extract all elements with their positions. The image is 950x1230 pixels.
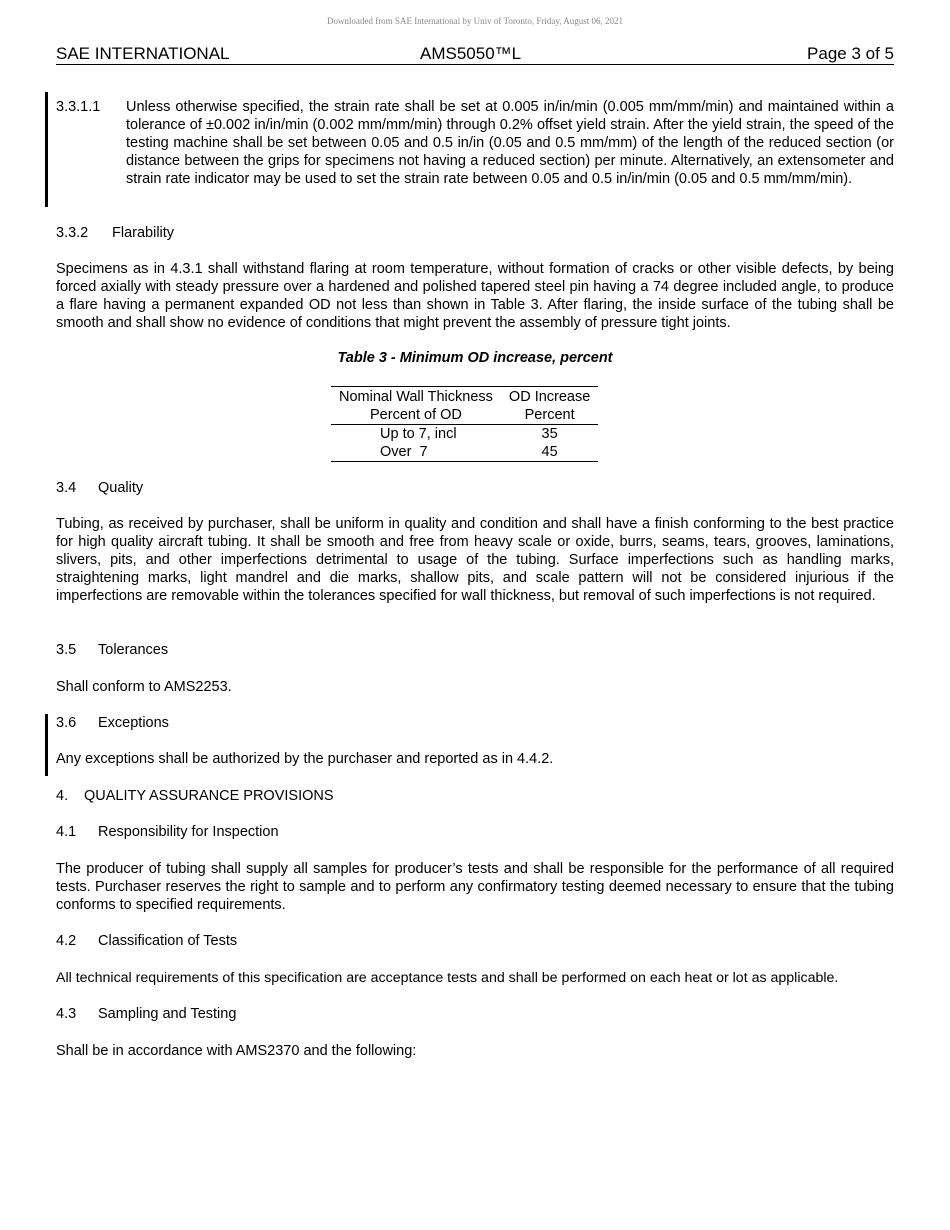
- table-header-cell: OD Increase: [501, 387, 598, 407]
- header-organization: SAE INTERNATIONAL: [56, 44, 230, 63]
- table-caption: Table 3 - Minimum OD increase, percent: [337, 350, 613, 366]
- section-text: Unless otherwise specified, the strain rate shall be set at 0.005 in/in/min (0.005 mm/mm/min) and maintained within a tolerance of ±0.002 in/in/min (0.002 mm/mm/min) through 0.2% offset yield strain. After the yield strain, the speed of the testing machine shall be set between 0.05 and 0.5 in/in (0.05 and 0.5 mm/mm) of the length of the reduced section (or distance between the grips for specimens not having a reduced section) per minute. Alternatively, an extensometer and strain rate indicator may be used to set the strain rate between 0.05 and 0.5 in/in/min (0.05 and 0.5 mm/mm/min).: [126, 99, 894, 187]
- section-number: 3.3.2: [56, 225, 89, 241]
- section-title: Exceptions: [98, 715, 169, 731]
- download-watermark: Downloaded from SAE International by Univ of Toronto, Friday, August 06, 2021: [326, 16, 624, 26]
- section-heading-3-3-2: [56, 224, 174, 242]
- table-cell-thickness: Over 7: [331, 443, 501, 462]
- section-title: Sampling and Testing: [98, 1006, 237, 1022]
- section-heading-4: [56, 787, 334, 805]
- page-header: [56, 44, 894, 65]
- table-cell-increase: 35: [541, 426, 558, 442]
- table-header-cell: Nominal Wall Thickness: [331, 387, 501, 407]
- section-number: 3.5: [56, 642, 77, 658]
- change-bar: [45, 92, 48, 207]
- section-number: 4.3: [56, 1006, 77, 1022]
- header-page-number: Page 3 of 5: [807, 44, 894, 63]
- table-header-cell: Percent of OD: [331, 406, 501, 425]
- paragraph-exceptions: Any exceptions shall be authorized by the purchaser and reported as in 4.4.2.: [56, 751, 554, 767]
- paragraph-classification: All technical requirements of this specification are acceptance tests and shall be performed on each heat or lot as applicable.: [56, 970, 839, 986]
- section-title: Quality: [98, 480, 144, 496]
- section-heading-3-4: [56, 479, 143, 497]
- section-title: Responsibility for Inspection: [98, 824, 279, 840]
- table-header-cell: Percent: [501, 406, 598, 425]
- paragraph-flarability: Specimens as in 4.3.1 shall withstand flaring at room temperature, without formation of cracks or other visible defects, by being forced axially with steady pressure over a hardened and polished tapered steel pin having a 74 degree included angle, to produce a flare having a permanent expanded OD not less than shown in Table 3. After flaring, the inside surface of the tubing shall be smooth and shall show no evidence of conditions that might prevent the assembly of pressure tight joints.: [56, 261, 894, 331]
- paragraph-quality: Tubing, as received by purchaser, shall be uniform in quality and condition and shall have a finish conforming to the best practice for high quality aircraft tubing. It shall be smooth and free from heavy scale or oxide, burrs, seams, tears, grooves, laminations, slivers, pits, and other imperfections detrimental to usage of the tubing. Surface imperfections such as handling marks, straightening marks, light mandrel and die marks, shallow pits, and scale pattern will not be considered injurious if the imperfections are removable within the tolerances specified for wall thickness, but removal of such imperfections is not required.: [56, 516, 894, 604]
- paragraph-tolerances: Shall conform to AMS2253.: [56, 679, 232, 695]
- paragraph-sampling: Shall be in accordance with AMS2370 and the following:: [56, 1043, 417, 1059]
- table-cell-thickness: Up to 7, incl: [380, 426, 457, 442]
- section-number: 4.2: [56, 933, 77, 949]
- section-title: Tolerances: [98, 642, 169, 658]
- section-heading-3-6: [56, 714, 169, 732]
- section-heading-4-1: [56, 823, 279, 841]
- section-heading-3-5: [56, 641, 168, 659]
- table-row: [331, 443, 598, 462]
- change-bar: [45, 714, 48, 776]
- section-number: 4.: [56, 788, 69, 804]
- table-min-od-increase: [331, 386, 598, 462]
- section-3-3-1-1: [56, 98, 894, 188]
- header-document-number: AMS5050™L: [420, 44, 522, 63]
- section-number: 4.1: [56, 824, 77, 840]
- section-heading-4-3: [56, 1005, 236, 1023]
- table-row: [331, 425, 598, 444]
- section-number: 3.4: [56, 480, 77, 496]
- section-number: 3.3.1.1: [56, 99, 101, 115]
- section-title: Flarability: [112, 225, 175, 241]
- section-heading-4-2: [56, 932, 237, 950]
- section-title: QUALITY ASSURANCE PROVISIONS: [84, 788, 334, 804]
- section-title: Classification of Tests: [98, 933, 238, 949]
- table-cell-increase: 45: [501, 443, 598, 462]
- section-number: 3.6: [56, 715, 77, 731]
- paragraph-responsibility: The producer of tubing shall supply all samples for producer’s tests and shall be responsible for the performance of all required tests. Purchaser reserves the right to sample and to perform any confirmatory testing deemed necessary to ensure that the tubing conforms to specified requirements.: [56, 861, 894, 913]
